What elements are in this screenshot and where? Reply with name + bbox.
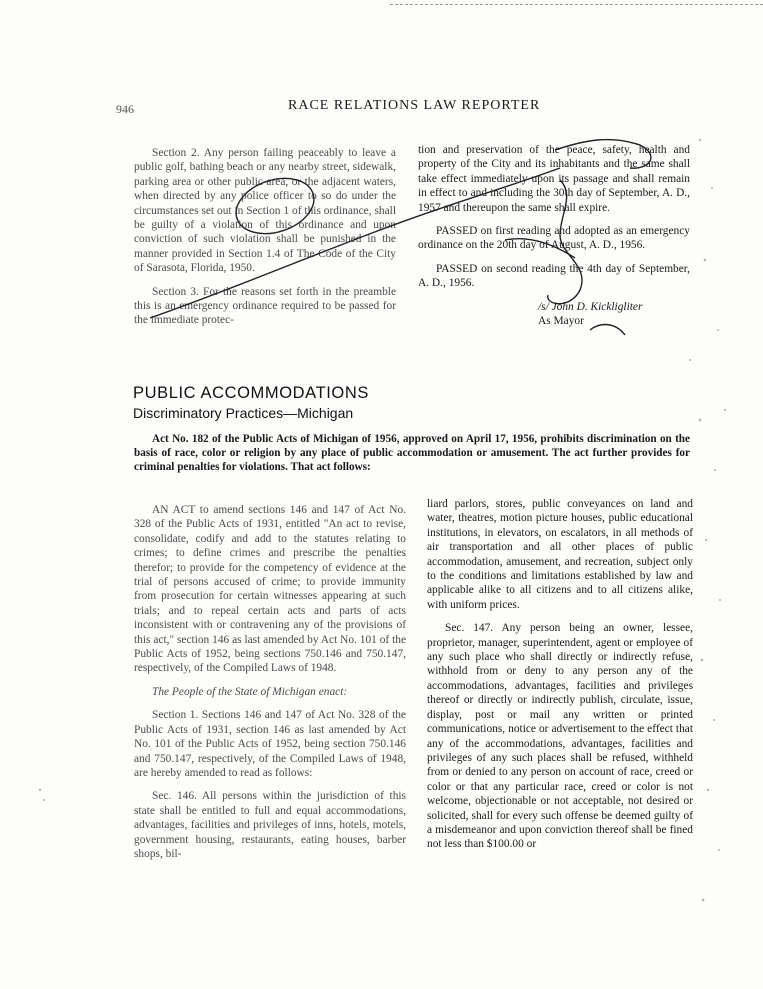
section-subtitle: Discriminatory Practices—Michigan	[133, 405, 354, 421]
pen-underline-mark	[590, 325, 625, 335]
running-head: RACE RELATIONS LAW REPORTER	[288, 98, 541, 113]
act-summary-text: Act No. 182 of the Public Acts of Michigan of 1956, approved on April 17, 1956, prohibits discrimination on the basis of race, color or religion by any place of public accommodation or amusement. The act further provides for criminal penalties for violations. That act follows:	[134, 433, 690, 473]
signature-name: /s/ John D. Kickligliter	[538, 300, 643, 313]
sec-146-continuation: liard parlors, stores, public conveyances on land and water, theatres, motion picture houses, public educational institutions, in elevators, on escalators, in all methods of air transportation and all other places of public accommodation, amusement, and recreation, subject only to the conditions and limitations established by law and applicable alike to all citizens and to all citizens alike, with uniform prices.	[427, 498, 693, 611]
pen-diagonal-stroke	[150, 168, 560, 318]
pen-circle-mark	[229, 169, 321, 243]
passed-first-reading: PASSED on first reading and adopted as an emergency ordinance on the 20th day of August, A. D., 1956.	[418, 225, 690, 252]
act-title-paragraph: AN ACT to amend sections 146 and 147 of Act No. 328 of the Public Acts of 1931, entitled "An act to revise, consolidate, codify and add to the statutes relating to crimes; to define crimes and prescribe the penalties therefor; to provide for the competency of evidence at the trial of persons accused of crime; to provide immunity from prosecution for certain witnesses appearing at such trials; and to repeal certain acts and parts of acts inconsistent with or contravening any of the provisions of this act," section 146 as last amended by Act No. 101 of the Public Acts of 1952, being sections 750.146 and 750.147, respectively, of the Compiled Laws of 1948.	[134, 504, 406, 675]
sec-147-paragraph: Sec. 147. Any person being an owner, lessee, proprietor, manager, superintendent, agent or employee of any such place who shall directly or indirectly refuse, withhold from or deny to any person any of the accommodations, advantages, facilities and privileges thereof or directly or indirectly publish, circulate, issue, display, post or mail any written or printed communications, notice or advertisement to the effect that any of the accommodations, advantages, facilities and privileges of any such places shall be refused, withheld from or denied to any person on account of race, creed or color or that any particular race, creed or color is not welcome, objectionable or not acceptable, not desired or solicited, shall for every such offense be deemed guilty of a misdemeanor and upon conviction thereof shall be fined not less than $100.00 or	[427, 622, 693, 851]
continuation-paragraph: tion and preservation of the peace, safety, health and property of the City and its inhabitants and the same shall take effect immediately upon its passage and shall remain in effect to and including the 30th day of September, A. D., 1957 and thereupon the same shall expire.	[418, 144, 690, 214]
section-title: PUBLIC ACCOMMODATIONS	[133, 384, 369, 402]
section-3-paragraph: Section 3. For the reasons set forth in the preamble this is an emergency ordinance required to be passed for the immediate protec-	[134, 285, 396, 327]
enacting-clause-text: The People of the State of Michigan enact:	[152, 685, 348, 698]
scan-noise-right	[39, 139, 726, 902]
pen-loop-top	[555, 140, 651, 169]
signature-title: As Mayor	[538, 315, 584, 328]
section-2-paragraph: Section 2. Any person failing peaceably to leave a public golf, bathing beach or any nearby street, sidewalk, parking area or other public area, or the adjacent waters, when directed by any police officer to so do under the circumstances set out in Section 1 of this ordinance, shall be guilty of a violation of this ordinance and upon conviction of such violation shall be punished in the manner provided in Section 1.4 of The Code of the City of Sarasota, Florida, 1950.	[134, 147, 396, 275]
section-1-paragraph: Section 1. Sections 146 and 147 of Act No. 328 of the Public Acts of 1931, section 146 as last amended by Act No. 101 of the Public Acts of 1952, being section 750.146 and 750.147, respectively, of the Compiled Laws of 1948, are hereby amended to read as follows:	[134, 709, 406, 779]
page-number: 946	[116, 102, 134, 116]
passed-second-reading: PASSED on second reading the 4th day of September, A. D., 1956.	[418, 262, 690, 290]
pen-loop-right	[548, 180, 582, 304]
sec-146-paragraph: Sec. 146. All persons within the jurisdiction of this state shall be entitled to full and equal accommodations, advantages, facilities and privileges of inns, hotels, motels, government housing, restaurants, eating houses, barber shops, bil-	[134, 790, 406, 860]
